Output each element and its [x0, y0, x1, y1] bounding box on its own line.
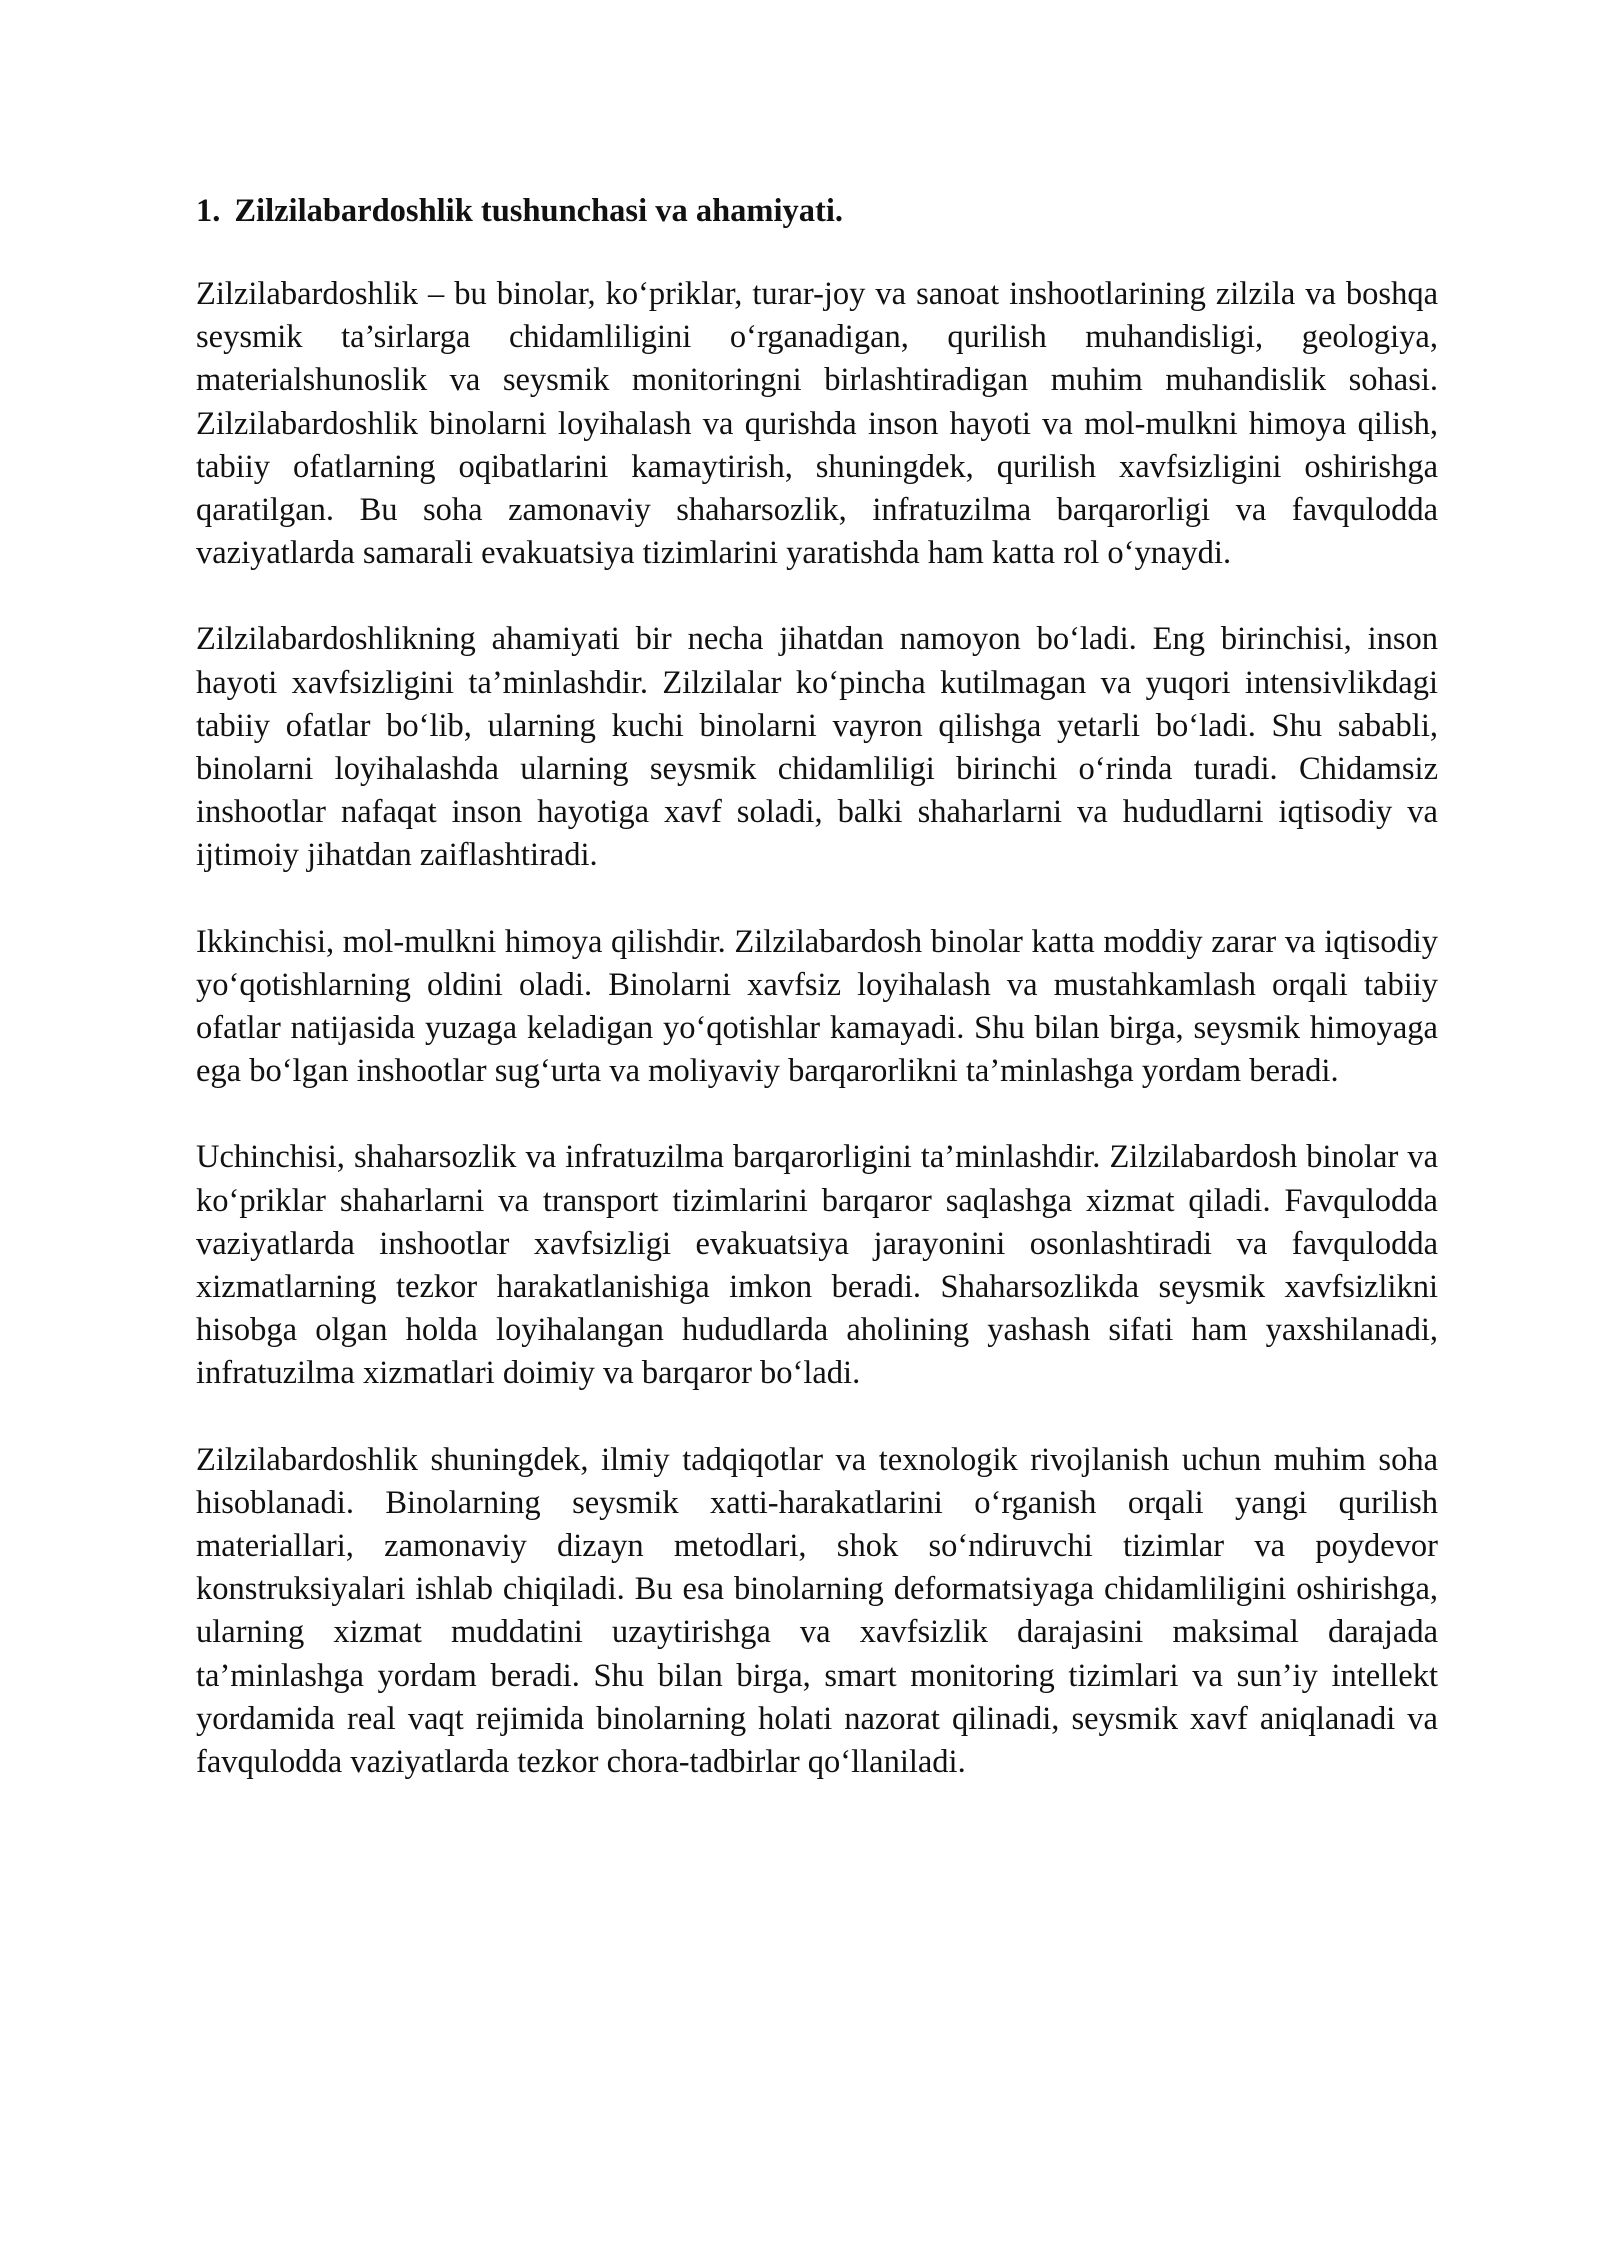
- paragraph-research-technology: Zilzilabardoshlik shuningdek, ilmiy tadqiqotlar va texnologik rivojlanish uchun muhim soha hisoblanadi. Binolarning seysmik xatti-harakatlarini o‘rganish orqali yangi qurilish materiallari, zamonaviy dizayn metodlari, shok so‘ndiruvchi tizimlar va poydevor konstruksiyalari ishlab chiqiladi. Bu esa binolarning deformatsiyaga chidamliligini oshirishga, ularning xizmat muddatini uzaytirishga va xavfsizlik darajasini maksimal darajada ta’minlashga yordam beradi. Shu bilan birga, smart monitoring tizimlari va sun’iy intellekt yordamida real vaqt rejimida binolarning holati nazorat qilinadi, seysmik xavf aniqlanadi va favqulodda vaziyatlarda tezkor chora-tadbirlar qo‘llaniladi.: [196, 1441, 1438, 1781]
- paragraph-urban-infrastructure: Uchinchisi, shaharsozlik va infratuzilma barqarorligini ta’minlashdir. Zilzilabardosh binolar va ko‘priklar shaharlarni va transport tizimlarini barqaror saqlashga xizmat qiladi. Favqulodda vaziyatlarda inshootlar xavfsizligi evakuatsiya jarayonini osonlashtiradi va favqulodda xizmatlarning tezkor harakatlanishiga imkon beradi. Shaharsozlikda seysmik xavfsizlikni hisobga olgan holda loyihalangan hududlarda aholining yashash sifati ham yaxshilanadi, infratuzilma xizmatlari doimiy va barqaror bo‘ladi.: [196, 1139, 1438, 1392]
- paragraph-definition: Zilzilabardoshlik – bu binolar, ko‘priklar, turar-joy va sanoat inshootlarining zilzila va boshqa seysmik ta’sirlarga chidamliligini o‘rganadigan, qurilish muhandisligi, geologiya, materialshunoslik va seysmik monitoringni birlashtiradigan muhim muhandislik sohasi. Zilzilabardoshlik binolarni loyihalash va qurishda inson hayoti va mol-mulkni himoya qilish, tabiiy ofatlarning oqibatlarini kamaytirish, shuningdek, qurilish xavfsizligini oshirishga qaratilgan. Bu soha zamonaviy shaharsozlik, infratuzilma barqarorligi va favqulodda vaziyatlarda samarali evakuatsiya tizimlarini yaratishda ham katta rol o‘ynaydi.: [196, 276, 1438, 572]
- document-page: [196, 190, 1438, 1827]
- paragraph-property-protection: Ikkinchisi, mol-mulkni himoya qilishdir. Zilzilabardosh binolar katta moddiy zarar va iqtisodiy yo‘qotishlarning oldini oladi. Binolarni xavfsiz loyihalash va mustahkamlash orqali tabiiy ofatlar natijasida yuzaga keladigan yo‘qotishlar kamayadi. Shu bilan birga, seysmik himoyaga ega bo‘lgan inshootlar sug‘urta va moliyaviy barqarorlikni ta’minlashga yordam beradi.: [196, 923, 1438, 1090]
- section-number: 1.: [196, 193, 221, 229]
- section-heading: [196, 190, 1438, 233]
- paragraph-importance: Zilzilabardoshlikning ahamiyati bir necha jihatdan namoyon bo‘ladi. Eng birinchisi, inson hayoti xavfsizligini ta’minlashdir. Zilzilalar ko‘pincha kutilmagan va yuqori intensivlikdagi tabiiy ofatlar bo‘lib, ularning kuchi binolarni vayron qilishga yetarli bo‘ladi. Shu sababli, binolarni loyihalashda ularning seysmik chidamliligi birinchi o‘rinda turadi. Chidamsiz inshootlar nafaqat inson hayotiga xavf soladi, balki shaharlarni va hududlarni iqtisodiy va ijtimoiy jihatdan zaiflashtiradi.: [196, 621, 1438, 874]
- section-title: Zilzilabardoshlik tushunchasi va ahamiyati.: [234, 193, 844, 229]
